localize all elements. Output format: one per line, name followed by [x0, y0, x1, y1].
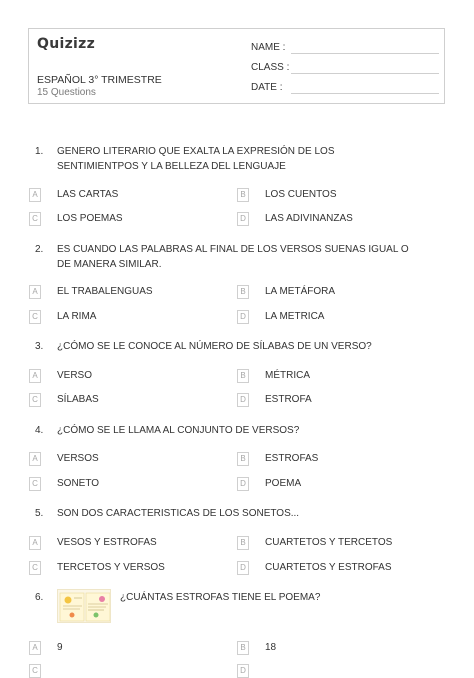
option-text: SÍLABAS: [57, 394, 99, 405]
option-text: EL TRABALENGUAS: [57, 286, 153, 297]
option-letter[interactable]: B: [237, 188, 249, 202]
option-letter[interactable]: D: [237, 561, 249, 575]
question-text: ES CUANDO LAS PALABRAS AL FINAL DE LOS VERSOS SUENAS IGUAL O DE MANERA SIMILAR.: [57, 244, 409, 270]
name-field[interactable]: [291, 53, 439, 54]
option-letter[interactable]: B: [237, 369, 249, 383]
option-letter[interactable]: A: [29, 285, 41, 299]
option-letter[interactable]: A: [29, 188, 41, 202]
option-letter[interactable]: A: [29, 641, 41, 655]
option-text: CUARTETOS Y TERCETOS: [265, 537, 393, 548]
date-field[interactable]: [291, 93, 439, 94]
question-text: ¿CUÁNTAS ESTROFAS TIENE EL POEMA?: [120, 592, 321, 603]
question-text: SON DOS CARACTERISTICAS DE LOS SONETOS...: [57, 508, 300, 519]
option-text: ESTROFAS: [265, 453, 319, 464]
class-label: CLASS :: [251, 62, 290, 73]
option-text: LA METRICA: [265, 311, 325, 322]
class-field[interactable]: [291, 73, 439, 74]
quizizz-logo: Quizizz: [37, 36, 96, 52]
option-letter[interactable]: D: [237, 664, 249, 678]
poem-illustration-icon: [58, 590, 111, 623]
option-letter[interactable]: A: [29, 452, 41, 466]
question-number: 1.: [35, 146, 44, 157]
option-letter[interactable]: D: [237, 310, 249, 324]
option-letter[interactable]: B: [237, 285, 249, 299]
option-text: LAS ADIVINANZAS: [265, 213, 353, 224]
question-number: 3.: [35, 341, 44, 352]
option-letter[interactable]: D: [237, 393, 249, 407]
option-text: LA RIMA: [57, 311, 97, 322]
option-text: LA METÁFORA: [265, 286, 336, 297]
option-text: 18: [265, 642, 277, 653]
option-letter[interactable]: C: [29, 664, 41, 678]
option-text: LAS CARTAS: [57, 189, 119, 200]
option-text: SONETO: [57, 478, 100, 489]
option-letter[interactable]: C: [29, 561, 41, 575]
option-text: POEMA: [265, 478, 302, 489]
option-letter[interactable]: C: [29, 212, 41, 226]
option-text: ESTROFA: [265, 394, 312, 405]
option-letter[interactable]: C: [29, 477, 41, 491]
option-text: 9: [57, 642, 63, 653]
option-text: VERSO: [57, 370, 93, 381]
option-letter[interactable]: B: [237, 452, 249, 466]
poem-thumbnail-image: [57, 589, 111, 623]
question-number: 5.: [35, 508, 44, 519]
option-letter[interactable]: B: [237, 641, 249, 655]
option-text: TERCETOS Y VERSOS: [57, 562, 165, 573]
worksheet-title: ESPAÑOL 3° TRIMESTRE: [37, 74, 162, 86]
date-label: DATE :: [251, 82, 283, 93]
option-letter[interactable]: D: [237, 212, 249, 226]
question-text: ¿CÓMO SE LE CONOCE AL NÚMERO DE SÍLABAS DE UN VERSO?: [57, 341, 372, 352]
name-label: NAME :: [251, 42, 286, 53]
question-count: 15 Questions: [37, 87, 96, 98]
option-text: VESOS Y ESTROFAS: [57, 537, 157, 548]
question-number: 2.: [35, 244, 44, 255]
option-letter[interactable]: B: [237, 536, 249, 550]
option-letter[interactable]: A: [29, 369, 41, 383]
option-text: LOS CUENTOS: [265, 189, 337, 200]
option-text: LOS POEMAS: [57, 213, 123, 224]
question-number: 4.: [35, 425, 44, 436]
worksheet-header: [28, 28, 445, 104]
option-letter[interactable]: C: [29, 393, 41, 407]
option-letter[interactable]: A: [29, 536, 41, 550]
question-text: ¿CÓMO SE LE LLAMA AL CONJUNTO DE VERSOS?: [57, 425, 300, 436]
option-text: MÉTRICA: [265, 370, 310, 381]
option-letter[interactable]: C: [29, 310, 41, 324]
option-text: CUARTETOS Y ESTROFAS: [265, 562, 392, 573]
question-number: 6.: [35, 592, 44, 603]
option-letter[interactable]: D: [237, 477, 249, 491]
option-text: VERSOS: [57, 453, 99, 464]
question-text: GENERO LITERARIO QUE EXALTA LA EXPRESIÓN DE LOS SENTIMIENTPOS Y LA BELLEZA DEL LENGUAJE: [57, 146, 335, 172]
